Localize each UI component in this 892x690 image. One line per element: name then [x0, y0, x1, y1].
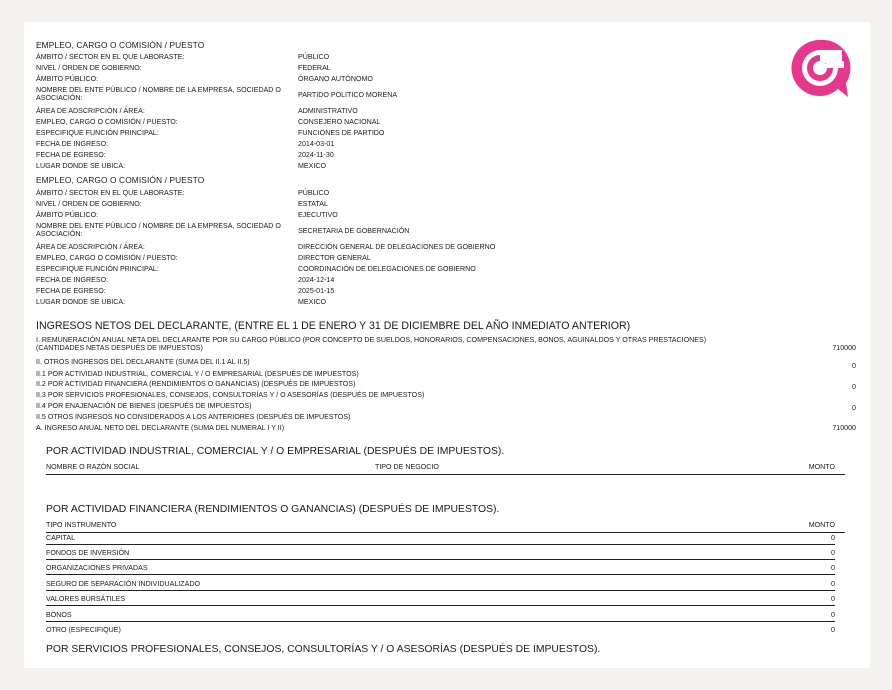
column-header: MONTO [808, 463, 835, 471]
document-page: EMPLEO, CARGO O COMISIÓN / PUESTO ÁMBITO / SECTOR EN EL QUE LABORASTE: PÚBLICO NIVEL / ORDEN DE GOBIERNO: FEDERAL ÁMBITO PÚBLICO: ÓRGANO AUTÓNOMO NOMBRE DEL ENTE PÚBLICO / NOMBRE DE LA EMPRESA, SOCIEDAD O ASOCIACIÓN: PARTIDO POLITICO MORENA ÁREA DE ADSCRIPCIÓN / ÁREA: ADMINISTRATIVO EMPLEO, CARGO O COMISIÓN / PUESTO: CONSEJERO NACIONAL ESPECIFIQUE FUNCIÓN PRINCIPAL: FUNCIONES DE PARTIDO FECHA DE INGRESO: 2014-03-01 FECHA DE EGRESO: 2024-11-30 LUGAR DONDE SE UBICA: MEXICO EMPLEO, CARGO O COMISIÓN / PUESTO ÁMBITO / SECTOR EN EL QUE LABORASTE: PÚBLICO NIVEL / ORDEN DE GOBIERNO: ESTATAL ÁMBITO PÚBLICO: EJECUTIVO NOMBRE DEL ENTE PÚBLICO / NOMBRE DE LA EMPRESA, SOCIEDAD O ASOCIACIÓN: SECRETARIA DE GOBERNACIÓN ÁREA DE ADSCRIPCIÓN / ÁREA: DIRECCIÓN GENERAL DE DELEGACIONES DE GOBIERNO EMPLEO, CARGO O COMISIÓN / PUESTO: DIRECTOR GENERAL ESPECIFIQUE FUNCIÓN PRINCIPAL: COORDINACIÓN DE DELEGACIONES DE GOBIERNO FECHA DE INGRESO: 2024-12-14 FECHA DE EGRESO: 2025-01-15 LUGAR DONDE SE UBICA: MEXICO INGRESOS NETOS DEL DECLARANTE, (ENTRE EL 1 DE ENERO Y 31 DE DICIEMBRE DEL AÑO INMEDIATO ANTERIOR) I. REMUNERACIÓN ANUAL NETA DEL DECLARANTE POR SU CARGO PÚBLICO (POR CONCEPTO DE SUELDOS, HONORARIOS, COMPENSACIONES, BONOS, AGUINALDOS Y OTRAS PRESTACIONES) (CANTIDADES NETAS DESPUÉS DE IMPUESTOS) 710000 II. OTROS INGRESOS DEL DECLARANTE (SUMA DEL II.1 AL II.5) 0 II.1 POR ACTIVIDAD INDUSTRIAL, COMERCIAL Y / O EMPRESARIAL (DESPUÉS DE IMPUESTOS) II.2 POR ACTIVIDAD FINANCIERA (RENDIMIENTOS O GANANCIAS) (DESPUÉS DE IMPUESTOS) 0 II.3 POR SERVICIOS PROFESIONALES, CONSEJOS, CONSULTORÍAS Y / O ASESORÍAS (DESPUÉS DE IMPUESTOS) II.4 POR ENAJENACIÓN DE BIENES (DESPUÉS DE IMPUESTOS) 0 II.5 OTROS INGRESOS NO CONSIDERADOS A LOS ANTERIORES (DESPUÉS DE IMPUESTOS) A. INGRESO ANUAL NETO DEL DECLARANTE (SUMA DEL NUMERAL I Y II) 710000 POR ACTIVIDAD INDUSTRIAL, COMERCIAL Y / O EMPRESARIAL (DESPUÉS DE IMPUESTOS). NOMBRE O RAZÓN SOCIAL TIPO DE NEGOCIO MONTO POR ACTIVIDAD FINANCIERA (RENDIMIENTOS O GANANCIAS) (DESPUÉS DE IMPUESTOS). TIPO INSTRUMENTO MONTO CAPITAL 0 FONDOS DE INVERSIÓN 0 ORGANIZACIONES PRIVADAS 0 SEGURO DE SEPARACIÓN INDIVIDUALIZADO 0 VALORES BURSÁTILES 0 BONOS 0 OTRO (ESPECIFIQUE) 0 POR SERVICIOS PROFESIONALES, CONSEJOS, CONSULTORÍAS Y / O ASESORÍAS (DESPUÉS DE IMPUESTOS). [24, 22, 870, 668]
table-row: SEGURO DE SEPARACIÓN INDIVIDUALIZADO 0 [46, 580, 835, 591]
table-row: OTRO (ESPECIFIQUE) 0 [46, 626, 835, 634]
table-row: FONDOS DE INVERSIÓN 0 [46, 549, 835, 560]
financial-title: POR ACTIVIDAD FINANCIERA (RENDIMIENTOS O GANANCIAS) (DESPUÉS DE IMPUESTOS). [46, 504, 500, 515]
income-title: INGRESOS NETOS DEL DECLARANTE, (ENTRE EL 1 DE ENERO Y 31 DE DICIEMBRE DEL AÑO INMEDIATO ANTERIOR) [36, 320, 631, 332]
column-header: MONTO [808, 521, 835, 529]
industrial-header [46, 463, 845, 475]
column-header: TIPO INSTRUMENTO [46, 521, 117, 529]
section-title: EMPLEO, CARGO O COMISIÓN / PUESTO [36, 175, 205, 185]
column-header: TIPO DE NEGOCIO [375, 463, 439, 471]
brand-logo-icon [788, 36, 852, 100]
section-title: EMPLEO, CARGO O COMISIÓN / PUESTO [36, 40, 205, 50]
table-row: VALORES BURSÁTILES 0 [46, 595, 835, 606]
column-header: NOMBRE O RAZÓN SOCIAL [46, 463, 140, 471]
services-title: POR SERVICIOS PROFESIONALES, CONSEJOS, CONSULTORÍAS Y / O ASESORÍAS (DESPUÉS DE IMPUESTOS). [46, 644, 601, 655]
financial-header [46, 521, 845, 533]
table-row: BONOS 0 [46, 611, 835, 622]
table-row: CAPITAL 0 [46, 534, 835, 545]
industrial-title: POR ACTIVIDAD INDUSTRIAL, COMERCIAL Y / O EMPRESARIAL (DESPUÉS DE IMPUESTOS). [46, 446, 505, 457]
table-row: ORGANIZACIONES PRIVADAS 0 [46, 564, 835, 575]
